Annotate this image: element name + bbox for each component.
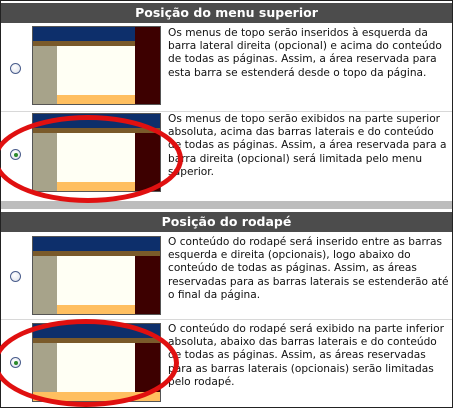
preview-top-menu bbox=[33, 324, 160, 338]
preview-footer bbox=[57, 182, 135, 191]
radio-top-menu-inline[interactable] bbox=[10, 63, 21, 74]
preview-left-sidebar bbox=[33, 133, 57, 191]
section-header-top-menu bbox=[1, 3, 452, 23]
layout-preview-thumbnail bbox=[32, 113, 161, 192]
option-top-menu-absolute[interactable] bbox=[1, 112, 452, 198]
option-description: O conteúdo do rodapé será exibido na parte inferior absoluta, abaixo das barras laterais e do conteúdo de todas as páginas. Assim, as áreas reservadas para as barras laterais (opcionais) serão limitadas pelo rodapé. bbox=[168, 323, 444, 388]
option-description: Os menus de topo serão exibidos na parte superior absoluta, acima das barras laterais e do conteúdo de todas as páginas. Assim, a área reservada para a barra direita (opcional) será limitada pelo menu superior. bbox=[168, 113, 447, 178]
preview-footer bbox=[33, 392, 160, 401]
section-title: Posição do menu superior bbox=[135, 5, 318, 20]
preview-right-sidebar bbox=[135, 27, 160, 104]
preview-left-sidebar bbox=[33, 256, 57, 314]
section-title: Posição do rodapé bbox=[161, 214, 292, 229]
radio-top-menu-absolute[interactable] bbox=[10, 149, 21, 160]
radio-footer-absolute[interactable] bbox=[10, 357, 21, 368]
option-top-menu-inline[interactable] bbox=[1, 24, 452, 110]
option-description: Os menus de topo serão inseridos à esquerda da barra lateral direita (opcional) e acima do conteúdo de todas as páginas. Assim, a área reservada para esta barra se estenderá desde o topo da página. bbox=[168, 27, 442, 79]
option-footer-inline[interactable] bbox=[1, 233, 452, 319]
preview-left-sidebar bbox=[33, 343, 57, 392]
preview-left-sidebar bbox=[33, 46, 57, 104]
preview-right-sidebar bbox=[135, 256, 160, 314]
section-header-footer bbox=[1, 212, 452, 232]
preview-top-menu bbox=[33, 237, 160, 251]
option-footer-absolute[interactable] bbox=[1, 320, 452, 406]
layout-preview-thumbnail bbox=[32, 323, 161, 402]
option-description: O conteúdo do rodapé será inserido entre as barras esquerda e direita (opcionais), logo abaixo do conteúdo de todas as páginas. Assim, as áreas reservadas para as barras laterais se estenderão até o final da página. bbox=[168, 236, 449, 301]
preview-footer bbox=[57, 95, 135, 104]
layout-preview-thumbnail bbox=[32, 26, 161, 105]
preview-right-sidebar bbox=[135, 133, 160, 191]
section-gap bbox=[1, 201, 452, 209]
preview-footer bbox=[57, 305, 135, 314]
layout-preview-thumbnail bbox=[32, 236, 161, 315]
preview-right-sidebar bbox=[135, 343, 160, 392]
preview-top-menu bbox=[33, 27, 135, 41]
radio-footer-inline[interactable] bbox=[10, 271, 21, 282]
preview-top-menu bbox=[33, 114, 160, 128]
